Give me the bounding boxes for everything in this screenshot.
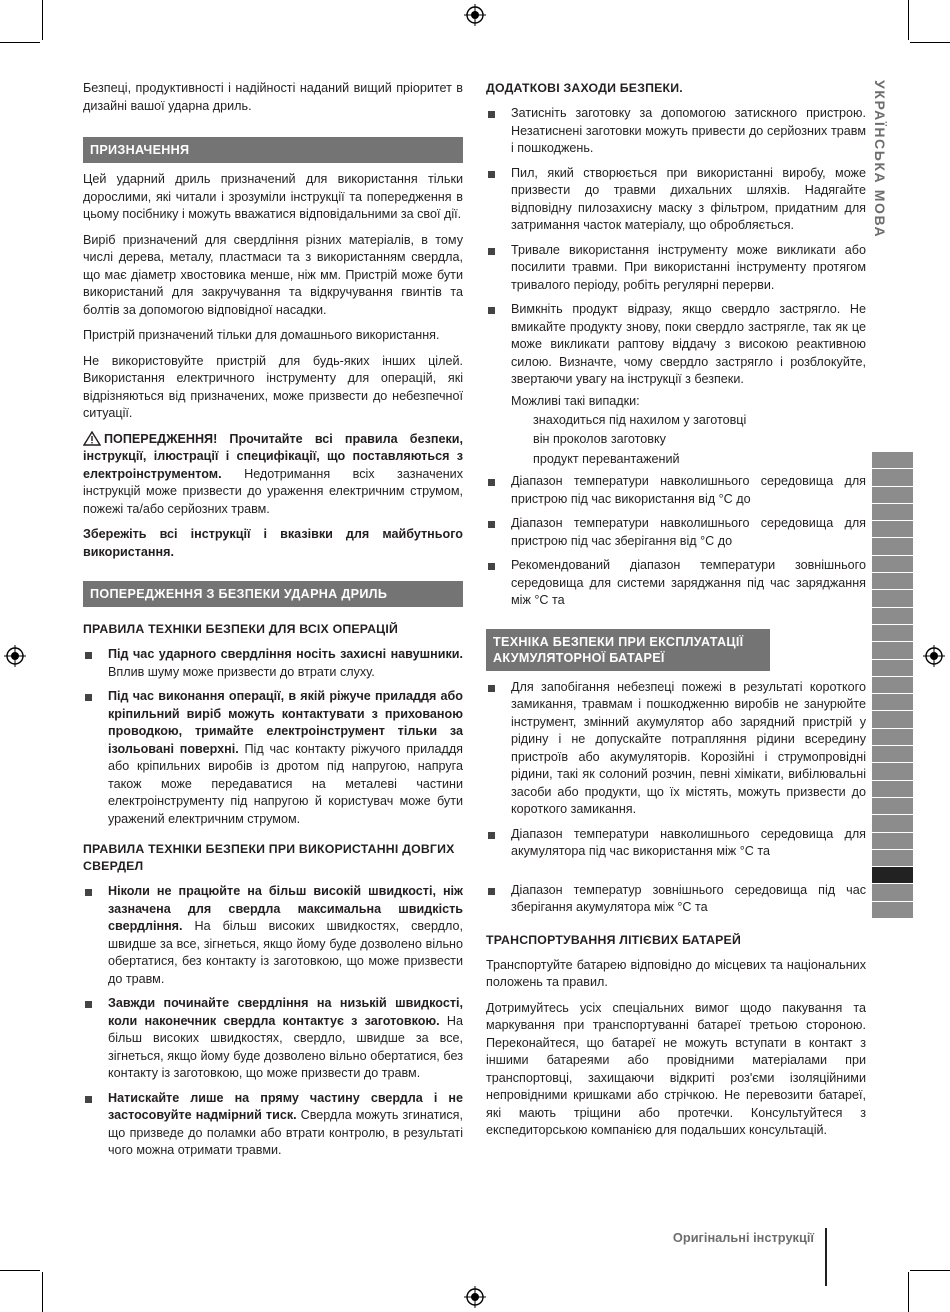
list-item-text: Для запобігання небезпеці пожежі в результаті короткого замикання, травмам і пошкодженню виробів не занурюйте інструмент, змінний акумулятор або зарядний пристрій у рідину і не допускайте потрапляння рідини всередину пристроїв або акумуляторів. Корозійні і струмопровідні рідини, такі як солоний розчин, певні хімікати, вибілювальні засоби або продукти, що їх містять, можуть призвести до короткого замикання. — [511, 679, 866, 816]
list-item-text: Діапазон температури навколишнього середовища для пристрою під час зберігання від °C до — [511, 516, 866, 548]
list-item — [486, 557, 866, 610]
list-item-text: Діапазон температур зовнішнього середовища під час зберігання акумулятора між °C та — [511, 882, 866, 914]
list-item — [486, 105, 866, 158]
crop-mark — [42, 1272, 43, 1312]
footer-rule — [825, 1228, 827, 1286]
intro-paragraph: Безпеці, продуктивності і надійності наданий вищий пріоритет в дизайні вашої ударна дриль. — [83, 81, 463, 113]
language-tab — [872, 902, 913, 919]
language-tab — [872, 711, 913, 728]
crop-mark — [908, 0, 909, 40]
language-tab — [872, 815, 913, 832]
purpose-paragraph: Пристрій призначений тільки для домашнього використання. — [83, 328, 440, 342]
language-tabs — [872, 452, 913, 919]
save-instructions: Збережіть всі інструкції і вказівки для майбутнього використання. — [83, 527, 463, 559]
bullet-icon — [488, 307, 495, 314]
language-tab — [872, 746, 913, 763]
list-item — [486, 473, 866, 508]
language-tab — [872, 452, 913, 469]
purpose-paragraph: Не використовуйте пристрій для будь-яких інших цілей. Використання електричного інструменту для операцій, які відрізняються від призначених, може призвести до небезпечної ситуації. — [83, 353, 463, 420]
list-item — [83, 1090, 463, 1160]
list-item — [486, 679, 866, 819]
warning-text: Недотримання всіх зазначених інструкцій може призвести до ураження електричним струмом, пожежі та/або серйозних травм. — [83, 466, 464, 516]
registration-mark-icon — [4, 645, 26, 667]
transport-paragraph: Транспортуйте батарею відповідно до місцевих та національних положень та правил. — [486, 957, 866, 989]
long-bits-list — [83, 883, 463, 1160]
battery-safety-list — [486, 679, 866, 861]
language-tab — [872, 850, 913, 867]
language-tab — [872, 625, 913, 642]
purpose-paragraph: Виріб призначений для свердління різних матеріалів, в тому числі дерева, металу, пластмаси та з використанням свердла, що має діаметр хвостовика менше, ніж мм. Пристрій може бути використаний для закручування та відкручування гвинтів та болтів за допомогою відповідної насадки. — [83, 232, 463, 317]
list-item-text: На більш високих швидкостях, свердло, швидше за все, зігнеться, якщо йому буде дозволено вільно обертатися, без контакту із заготовкою, що може призвести до травм. — [108, 1013, 463, 1080]
bullet-icon — [488, 479, 495, 486]
language-tab — [872, 573, 913, 590]
bullet-icon — [85, 889, 92, 896]
footer-text: Оригінальні інструкції — [672, 1230, 814, 1245]
list-item-text: Вимкніть продукт відразу, якщо свердло застрягло. Не вмикайте продукту знову, поки свердло застрягле, так як це може викликати раптову віддачу з високою реактивною силою. Визначте, чому свердло застрягло і розблокуйте, звертаючи увагу на інструкції з безпеки. — [511, 302, 866, 386]
list-item-text: Свердла можуть згинатися, що призведе до поламки або втрати контролю, в результаті чого можна отримати травми. — [108, 1108, 463, 1157]
long-bits-heading: ПРАВИЛА ТЕХНІКИ БЕЗПЕКИ ПРИ ВИКОРИСТАННІ ДОВГИХ СВЕРДЕЛ — [83, 842, 455, 873]
bullet-icon — [85, 1096, 92, 1103]
warning-bold-text: ПОПЕРЕДЖЕННЯ! Прочитайте всі правила безпеки, інструкції, ілюстрації і специфікації, що поставляються з електроінструментом. — [83, 431, 463, 481]
bullet-icon — [488, 171, 495, 178]
list-item — [83, 646, 463, 681]
language-tab — [872, 504, 913, 521]
list-item — [486, 826, 866, 861]
language-tab — [872, 884, 913, 901]
crop-mark — [0, 1270, 40, 1271]
bullet-icon — [488, 521, 495, 528]
list-item-text: Тривале використання інструменту може викликати або посилити травми. При використанні інструменту протягом тривалого періоду, робіть регулярні перерви. — [511, 242, 866, 292]
list-item-text: Діапазон температури навколишнього середовища для пристрою під час використання від °C до — [511, 474, 866, 506]
list-item — [486, 242, 866, 295]
additional-measures-list — [486, 105, 866, 389]
all-operations-list — [83, 646, 463, 828]
left-column — [83, 80, 463, 1167]
registration-mark-icon — [464, 1286, 486, 1308]
language-tab — [872, 660, 913, 677]
language-tab — [872, 556, 913, 573]
list-item-bold: Завжди починайте свердління на низькій швидкості, коли наконечник свердла контактує з заготовкою. — [108, 996, 463, 1028]
list-item-text: Вплив шуму може призвести до втрати слуху. — [108, 664, 375, 679]
list-item-text: Пил, який створюється при використанні виробу, може призвести до травми дихальних шляхів. Надягайте відповідну пилозахисну маску з фільтром, придатним для затримання часток матеріалу, що обробляється. — [511, 165, 866, 232]
safety-warnings-heading: ПОПЕРЕДЖЕННЯ З БЕЗПЕКИ УДАРНА ДРИЛЬ — [83, 581, 463, 607]
bullet-icon — [85, 694, 92, 701]
language-tab — [872, 469, 913, 486]
list-item — [486, 882, 866, 917]
list-item — [486, 301, 866, 389]
side-language-text: УКРАЇНСЬКА МОВА — [872, 80, 888, 239]
bullet-icon — [85, 652, 92, 659]
language-tab — [872, 677, 913, 694]
registration-mark-icon — [923, 645, 945, 667]
bullet-icon — [488, 111, 495, 118]
transport-paragraph: Дотримуйтесь усіх спеціальних вимог щодо пакування та маркування при транспортуванні батареї третьою стороною. Переконайтеся, що батареї не можуть вступати в контакт з іншими батареями або провідними матеріалами при транспортовці, захищаючи відкриті роз'єми ізоляційними непровідними кришками або стрічкою. Не перевозити батареї, які мають тріщини або протечки. Консультуйтеся з експедиторською компанією для подальших консультацій. — [486, 1000, 866, 1137]
list-item-text: Діапазон температури навколишнього середовища для акумулятора під час використання між °C та — [511, 826, 866, 858]
list-item-bold: Під час ударного свердління носіть захисні навушники. — [108, 647, 463, 661]
language-tab — [872, 642, 913, 659]
list-item-bold: Під час виконання операції, в якій ріжуче приладдя або кріпильний виріб можуть контактувати з прихованою проводкою, тримайте електроінструмент тільки за ізольовані поверхні. — [108, 689, 463, 756]
possible-case: він проколов заготовку — [533, 432, 666, 446]
bullet-icon — [488, 248, 495, 255]
list-item-text: Затисніть заготовку за допомогою затискного пристрою. Незатиснені заготовки можуть привести до серйозних травм і пошкоджень. — [511, 106, 866, 155]
all-operations-heading: ПРАВИЛА ТЕХНІКИ БЕЗПЕКИ ДЛЯ ВСІХ ОПЕРАЦІЙ — [83, 622, 399, 636]
list-item-text: Під час контакту ріжучого приладдя або кріпильних виробів із дротом під напругою, напруга також може передаватися на металеві частини електроінструменту під напругою й користувач може бути уражений електричним струмом. — [108, 741, 463, 826]
list-item-bold: Натискайте лише на пряму частину свердла і не застосовуйте надмірний тиск. — [108, 1090, 463, 1122]
bullet-icon — [488, 832, 495, 839]
transport-heading: ТРАНСПОРТУВАННЯ ЛІТІЄВИХ БАТАРЕЙ — [486, 932, 741, 947]
additional-measures-heading: ДОДАТКОВІ ЗАХОДИ БЕЗПЕКИ. — [486, 81, 683, 95]
bullet-icon — [85, 1001, 92, 1008]
battery-storage-list — [486, 882, 866, 917]
temperature-list — [486, 473, 866, 610]
battery-safety-heading: ТЕХНІКА БЕЗПЕКИ ПРИ ЕКСПЛУАТАЦІЇ АКУМУЛЯТОРНОЇ БАТАРЕЇ — [486, 629, 770, 671]
bullet-icon — [488, 563, 495, 570]
list-item-text: На більш високих швидкостях, свердло, швидше за все, зігнеться, якщо йому буде дозволено вільно обертатися, без контакту із заготовкою, що може призвести до травм. — [108, 919, 463, 986]
bullet-icon — [488, 685, 495, 692]
list-item — [83, 995, 463, 1083]
language-tab — [872, 521, 913, 538]
language-tab — [872, 833, 913, 850]
language-tab — [872, 763, 913, 780]
crop-mark — [0, 42, 40, 43]
possible-case: знаходиться під нахилом у заготовці — [533, 412, 747, 427]
language-tab — [872, 694, 913, 711]
list-item-text: Рекомендований діапазон температури зовнішнього середовища для системи заряджання під час заряджання між °C та — [511, 558, 866, 607]
purpose-heading: ПРИЗНАЧЕННЯ — [83, 137, 463, 163]
language-tab-active — [872, 867, 913, 884]
language-tab — [872, 729, 913, 746]
language-tab — [872, 487, 913, 504]
bullet-icon — [488, 888, 495, 895]
language-tab — [872, 538, 913, 555]
side-language-label — [872, 80, 902, 260]
language-tab — [872, 590, 913, 607]
purpose-paragraph: Цей ударний дриль призначений для використання тільки дорослими, які читали і зрозуміли інструкції та попередження в цьому посібнику і можуть вважатися відповідальними за свої дії. — [83, 172, 463, 221]
possible-cases-label: Можливі такі випадки: — [511, 393, 640, 408]
crop-mark — [910, 42, 950, 43]
warning-triangle-icon — [83, 431, 101, 446]
list-item — [486, 515, 866, 550]
list-item-bold: Ніколи не працюйте на більш високій швидкості, ніж зазначена для свердла максимальна швидкість свердління. — [108, 884, 463, 933]
crop-mark — [908, 1272, 909, 1312]
warning-paragraph — [83, 431, 463, 519]
crop-mark — [42, 0, 43, 40]
language-tab — [872, 781, 913, 798]
language-tab — [872, 608, 913, 625]
crop-mark — [910, 1270, 950, 1271]
right-column — [486, 80, 866, 1148]
list-item — [83, 688, 463, 828]
possible-case: продукт перевантажений — [533, 451, 680, 466]
language-tab — [872, 798, 913, 815]
list-item — [486, 165, 866, 235]
registration-mark-icon — [464, 4, 486, 26]
list-item — [83, 883, 463, 988]
